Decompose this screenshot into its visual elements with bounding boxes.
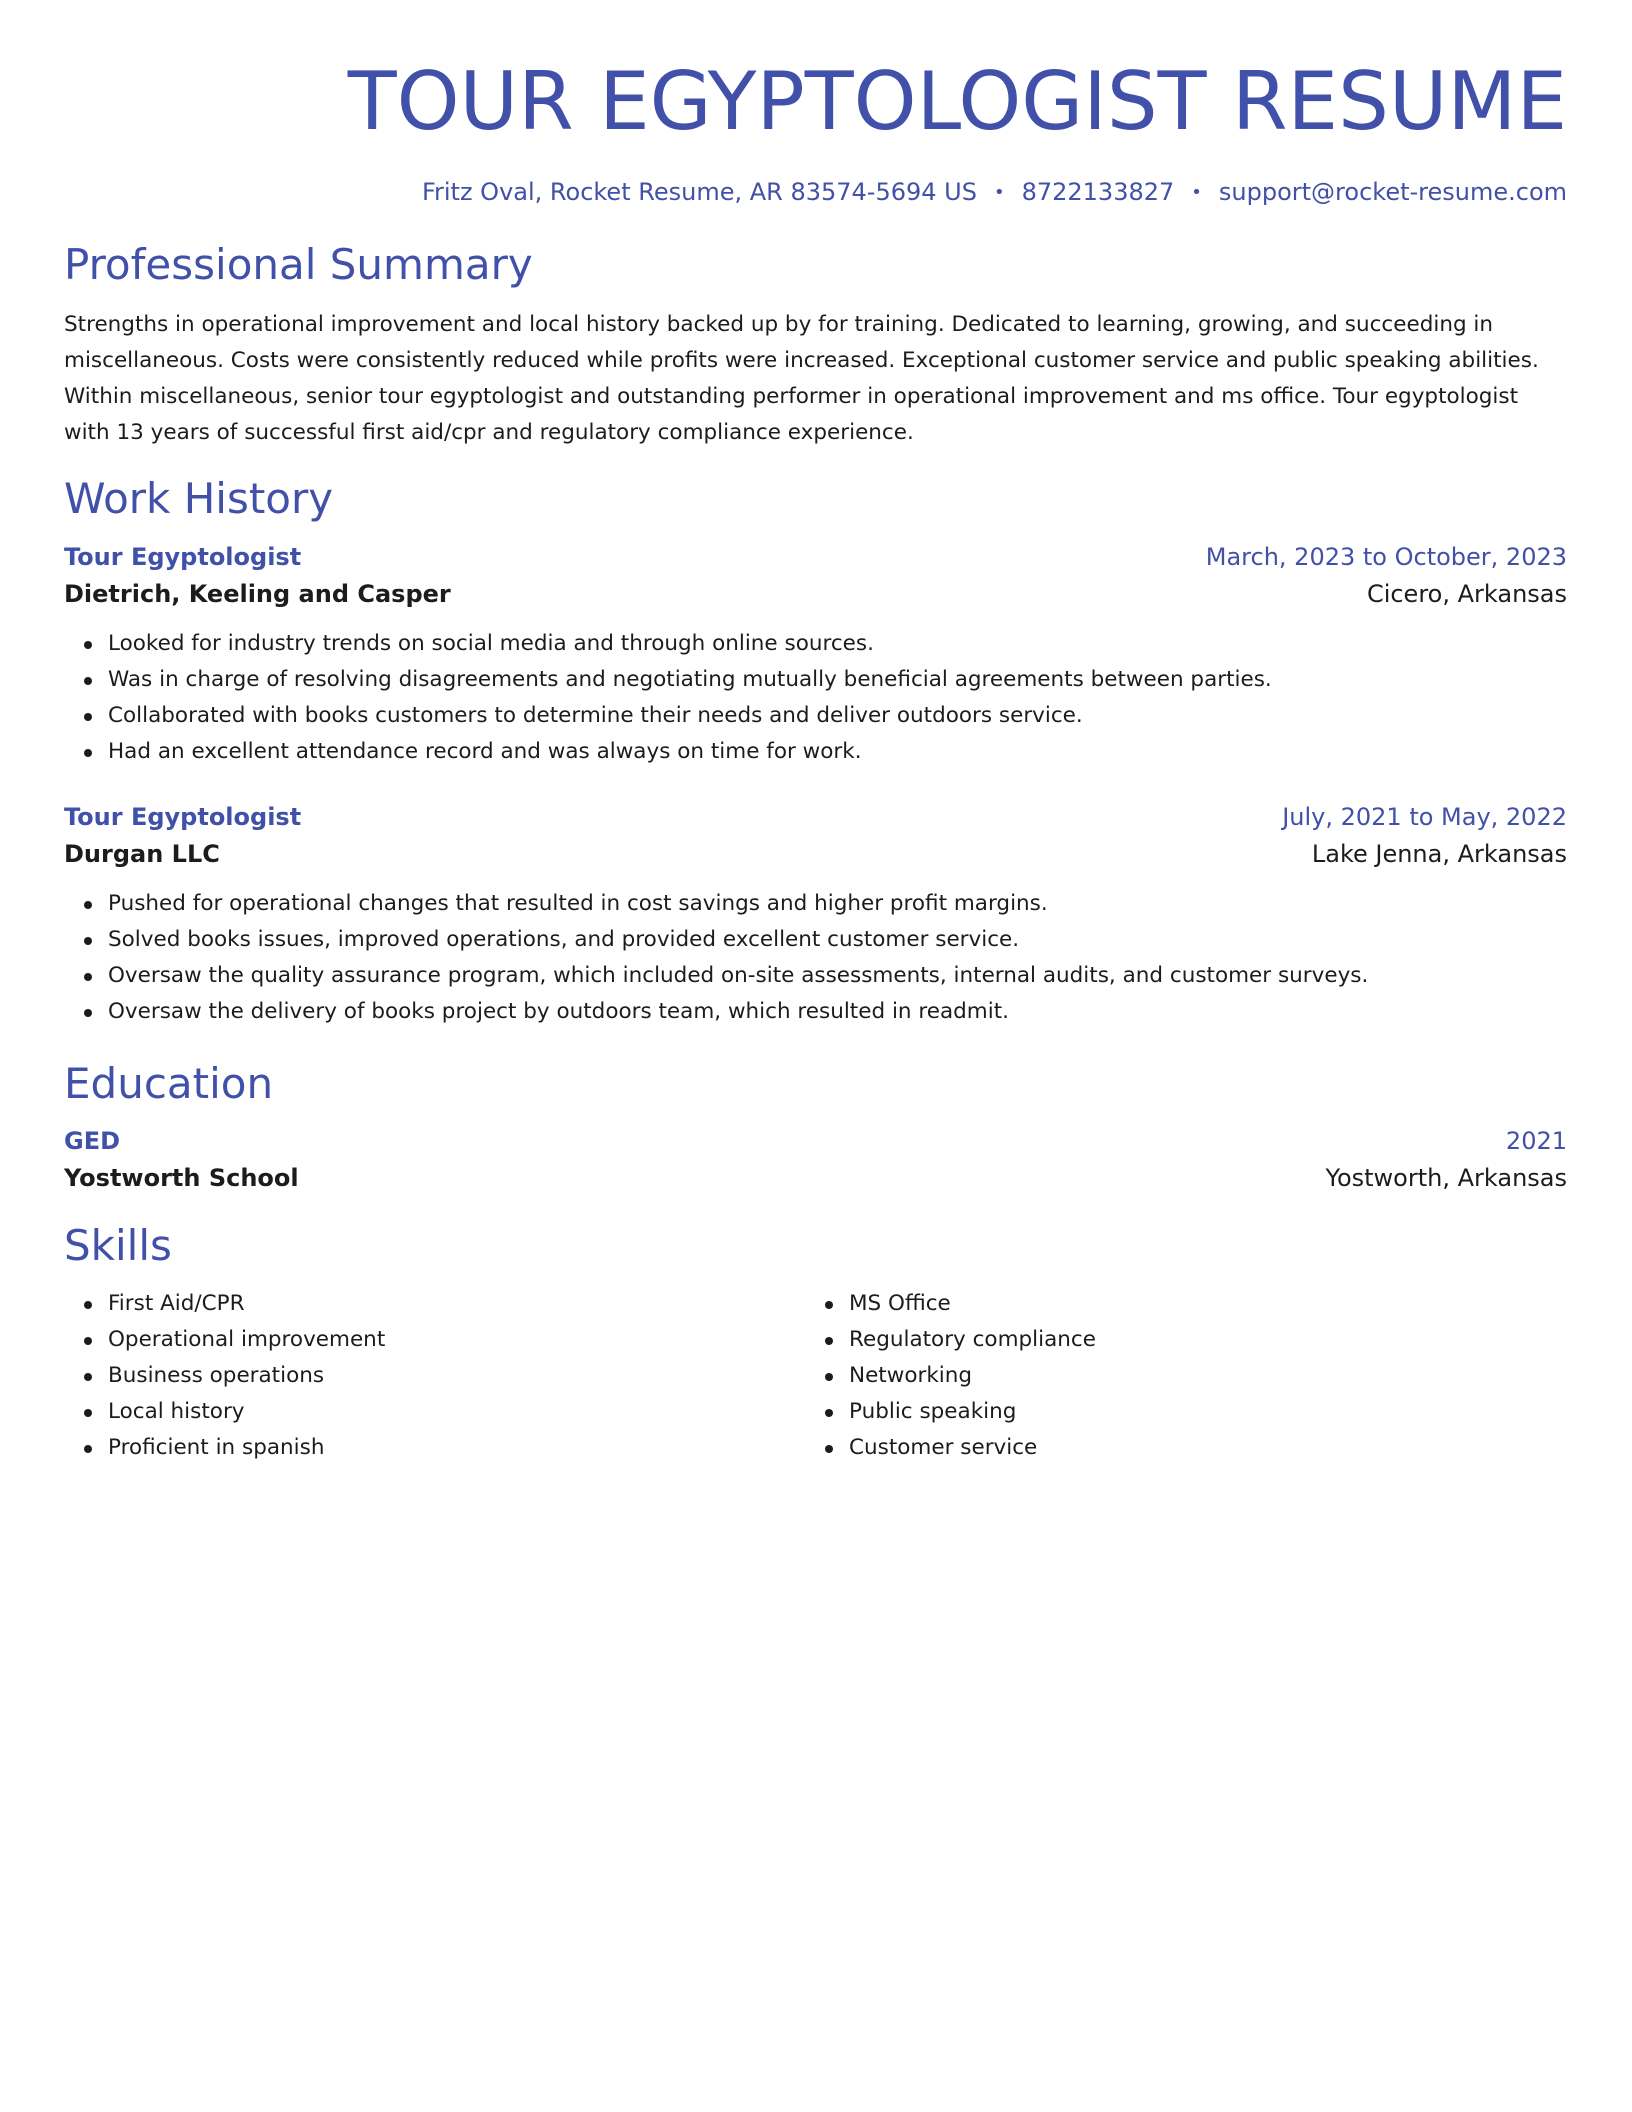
skills-list-right <box>805 1286 1546 1466</box>
job-bullet: Collaborated with books customers to determine their needs and deliver outdoors service. <box>108 698 1567 734</box>
job-bullet: Solved books issues, improved operations, and provided excellent customer service. <box>108 922 1567 958</box>
skills-section <box>64 1220 1567 1466</box>
job-bullet: Oversaw the delivery of books project by outdoors team, which resulted in readmit. <box>108 994 1567 1030</box>
job-title: Tour Egyptologist <box>64 803 302 831</box>
skill-item: First Aid/CPR <box>108 1286 805 1322</box>
summary-section <box>64 239 1567 451</box>
job-dates: March, 2023 to October, 2023 <box>1205 543 1567 571</box>
job-title: Tour Egyptologist <box>64 543 302 571</box>
job-location: Cicero, Arkansas <box>1366 580 1567 608</box>
contact-separator: • <box>993 182 1005 203</box>
contact-line <box>64 176 1567 209</box>
job-bullets <box>64 886 1567 1030</box>
skill-item: Local history <box>108 1394 805 1430</box>
skills-columns <box>64 1272 1567 1466</box>
job-bullet: Pushed for operational changes that resulted in cost savings and higher profit margins. <box>108 886 1567 922</box>
skill-item: Customer service <box>849 1430 1546 1466</box>
education-year: 2021 <box>1505 1127 1567 1155</box>
skill-item: MS Office <box>849 1286 1546 1322</box>
education-section <box>64 1058 1567 1198</box>
education-location: Yostworth, Arkansas <box>1325 1164 1567 1192</box>
skill-item: Regulatory compliance <box>849 1322 1546 1358</box>
education-entry <box>64 1124 1567 1198</box>
resume-header <box>64 0 1567 209</box>
skill-item: Proficient in spanish <box>108 1430 805 1466</box>
job-location: Lake Jenna, Arkansas <box>1311 840 1567 868</box>
job-company: Dietrich, Keeling and Casper <box>64 580 451 608</box>
contact-address: Fritz Oval, Rocket Resume, AR 83574-5694 US <box>421 178 977 206</box>
contact-phone: 8722133827 <box>1021 178 1175 206</box>
summary-text: Strengths in operational improvement and local history backed up by for training. Dedicated to learning, growing, and succeeding in miscellaneous. Costs were consistently reduced while profits were increased. Exceptional customer service and public speaking abilities. Within miscellaneous, senior tour egyptologist and outstanding performer in operational improvement and ms office. Tour egyptologist with 13 years of successful first aid/cpr and regulatory compliance experience. <box>64 312 1539 445</box>
skill-item: Operational improvement <box>108 1322 805 1358</box>
skill-item: Public speaking <box>849 1394 1546 1430</box>
job-bullet: Was in charge of resolving disagreements and negotiating mutually beneficial agreements between parties. <box>108 662 1567 698</box>
skill-item: Networking <box>849 1358 1546 1394</box>
resume-title: TOUR EGYPTOLOGIST RESUME <box>347 55 1567 148</box>
work-history-section <box>64 473 1567 1030</box>
skill-item: Business operations <box>108 1358 805 1394</box>
education-heading: Education <box>64 1059 274 1108</box>
education-degree: GED <box>64 1127 121 1155</box>
skills-list-left <box>64 1286 805 1466</box>
job-bullet: Had an excellent attendance record and was always on time for work. <box>108 734 1567 770</box>
job-bullet: Oversaw the quality assurance program, which included on-site assessments, internal audits, and customer surveys. <box>108 958 1567 994</box>
resume-page <box>64 0 1567 1466</box>
summary-heading: Professional Summary <box>64 240 533 289</box>
education-school: Yostworth School <box>64 1164 299 1192</box>
contact-separator: • <box>1191 182 1202 203</box>
skills-heading: Skills <box>64 1221 172 1270</box>
contact-email[interactable]: support@rocket-resume.com <box>1218 178 1567 206</box>
job-entry <box>64 800 1567 1030</box>
job-company: Durgan LLC <box>64 840 220 868</box>
work-history-heading: Work History <box>64 474 334 523</box>
job-entry <box>64 540 1567 770</box>
job-dates: July, 2021 to May, 2022 <box>1282 803 1567 831</box>
job-bullet: Looked for industry trends on social media and through online sources. <box>108 626 1567 662</box>
job-bullets <box>64 626 1567 770</box>
